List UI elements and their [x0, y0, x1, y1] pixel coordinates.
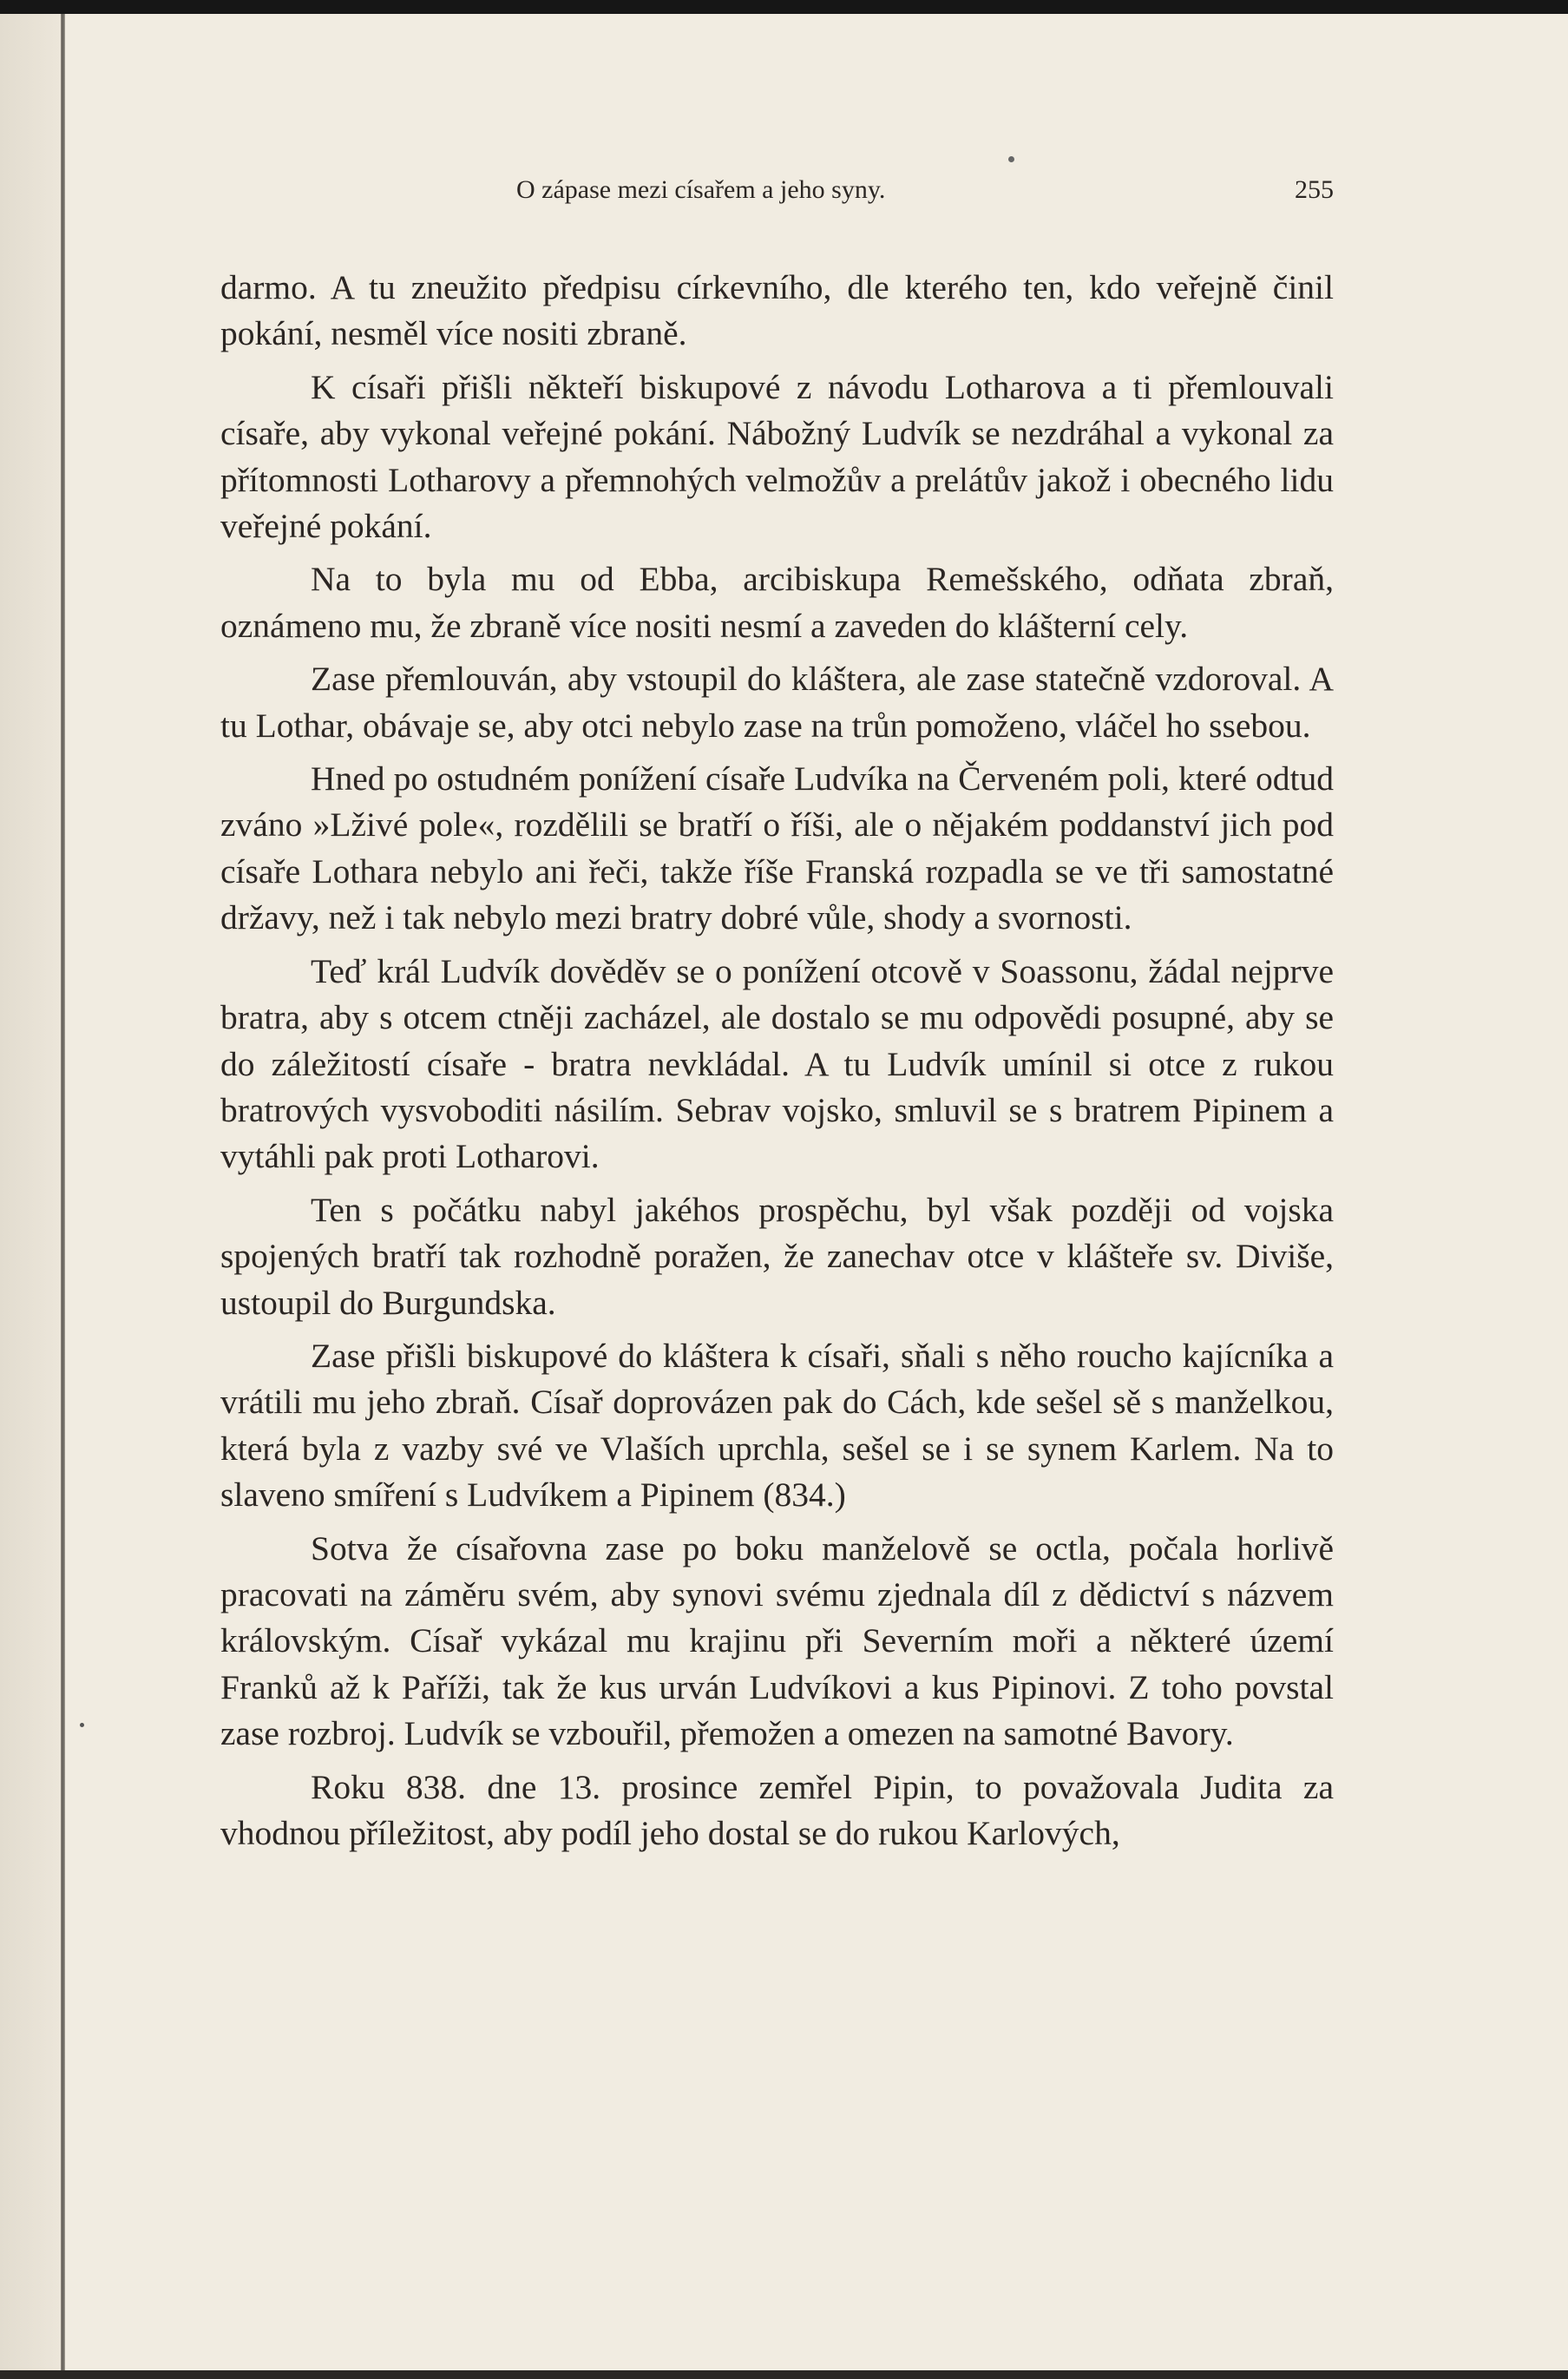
margin-speck: [80, 1723, 84, 1727]
margin-speck: [1008, 156, 1014, 162]
paragraph: Zase přemlouván, aby vstoupil do kláštera, ale zase statečně vzdoroval. A tu Lothar, obávaje se, aby otci nebylo zase na trůn pomoženo, vláčel ho ssebou.: [220, 660, 1334, 745]
body-text: [220, 265, 1334, 1863]
paragraph: Teď král Ludvík dověděv se o ponížení otcově v Soassonu, žádal nejprve bratra, aby s otcem ctněji zacházel, ale dostalo se mu odpovědi posupné, aby se do záležitostí císaře - bratra nevkládal. A tu Ludvík umínil si otce z rukou bratrových vysvoboditi násilím. Sebrav vojsko, smluvil se s bratrem Pipinem a vytáhli pak proti Lotharovi.: [220, 951, 1334, 1176]
paragraph: Ten s počátku nabyl jakéhos prospěchu, byl však později od vojska spojených bratří tak rozhodně poražen, že zanechav otce v klášteře sv. Diviše, ustoupil do Burgundska.: [220, 1190, 1334, 1322]
paragraph: Roku 838. dne 13. prosince zemřel Pipin, to považovala Judita za vhodnou příležitost, aby podíl jeho dostal se do rukou Karlových,: [220, 1767, 1334, 1852]
paragraph: darmo. A tu zneužito předpisu církevního, dle kterého ten, kdo veřejně činil pokání, nesměl více nositi zbraně.: [220, 268, 1334, 353]
paragraph: Sotva že císařovna zase po boku manželově se octla, počala horlivě pracovati na záměru svém, aby synovi svému zjednala díl z dědictví s názvem královským. Císař vykázal mu krajinu při Severním moři a některé území Franků až k Paříži, tak že kus urván Ludvíkovi a kus Pipinovi. Z toho povstal zase rozbroj. Ludvík se vzbouřil, přemožen a omezen na samotné Bavory.: [220, 1528, 1334, 1753]
paragraph: Zase přišli biskupové do kláštera k císaři, sňali s něho roucho kajícníka a vrátili mu jeho zbraň. Císař doprovázen pak do Cách, kde sešel sě s manželkou, která byla z vazby své ve Vlaších uprchla, sešel se i se synem Karlem. Na to slaveno smíření s Ludvíkem a Pipinem (834.): [220, 1336, 1334, 1515]
paragraph: K císaři přišli někteří biskupové z návodu Lotharova a ti přemlouvali císaře, aby vykonal veřejné pokání. Nábožný Ludvík se nezdráhal a vykonal za přítomnosti Lotharovy a přemnohých velmožův a prelátův jakož i obecného lidu veřejné pokání.: [220, 367, 1334, 546]
book-spine: [61, 14, 65, 2370]
paragraph: Hned po ostudném ponížení císaře Ludvíka na Červeném poli, které odtud zváno »Lživé pole«, rozdělili se bratří o říši, ale o nějakém poddanství jich pod císaře Lothara nebylo ani řeči, takže říše Franská rozpadla se ve tři samostatné državy, než i tak nebylo mezi bratry dobré vůle, shody a svornosti.: [220, 759, 1334, 937]
page-header: [221, 175, 1334, 219]
page-number: 255: [1295, 175, 1334, 204]
scan-top-edge: [0, 0, 1568, 14]
scan-bottom-edge: [0, 2370, 1568, 2379]
spine-shadow: [0, 14, 61, 2370]
running-title: O zápase mezi císařem a jeho syny.: [516, 175, 886, 204]
paragraph: Na to byla mu od Ebba, arcibiskupa Remešského, odňata zbraň, oznámeno mu, že zbraně více nositi nesmí a zaveden do klášterní cely.: [220, 560, 1334, 645]
